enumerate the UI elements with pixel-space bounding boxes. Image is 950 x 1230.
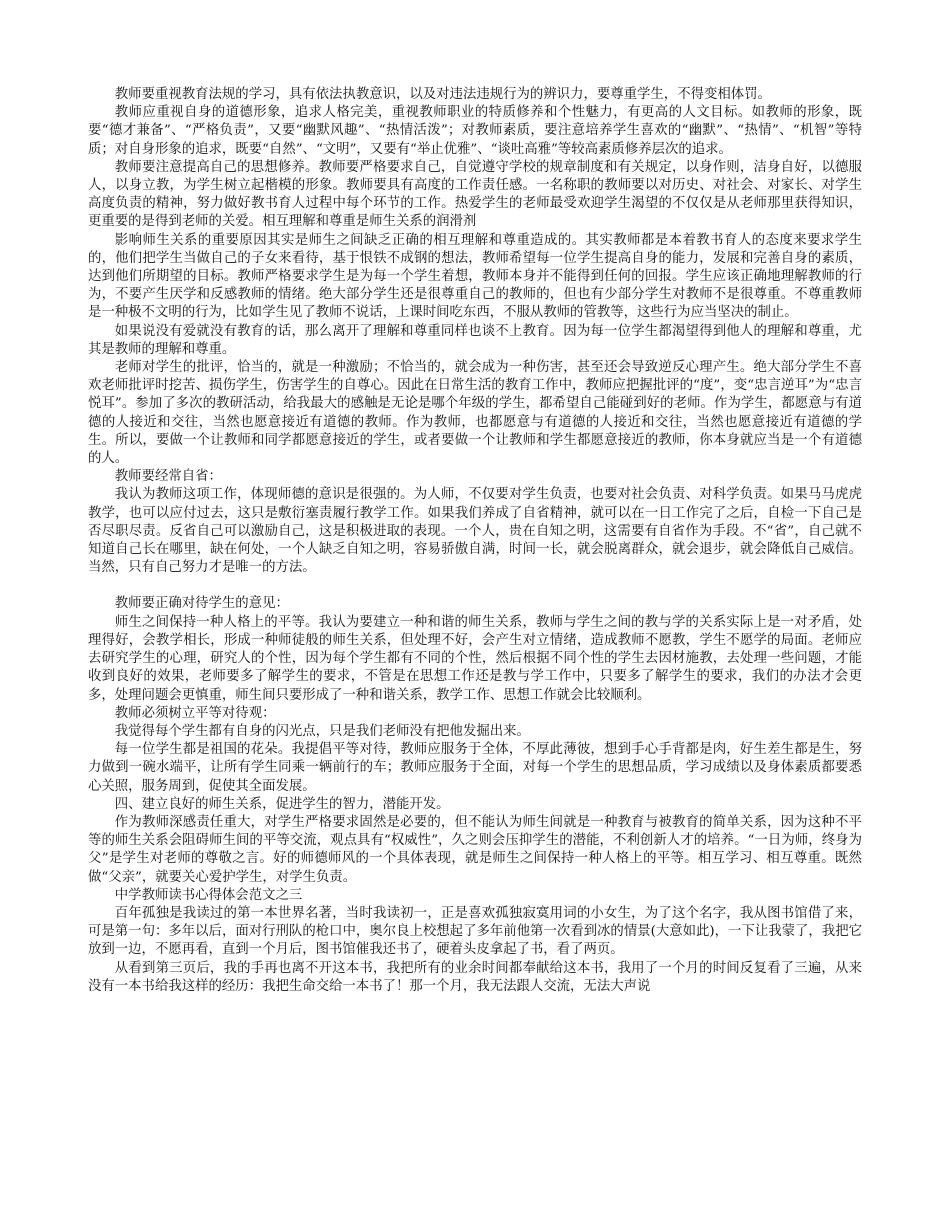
paragraph: 影响师生关系的重要原因其实是师生之间缺乏正确的相互理解和尊重造成的。其实教师都是本着教书育人的态度来要求学生的，他们把学生当做自己的子女来看待，基于恨铁不成钢的想法，教师希望每一位学生提高自身的能力，发展和完善自身的素质，达到他们所期望的目标。教师严格要求学生是为每一个学生着想，教师本身并不能得到任何的回报。学生应该正确地理解教师的行为，不要产生厌学和反感教师的情绪。绝大部分学生还是很尊重自己的教师的，但也有少部分学生对教师不是很尊重。不尊重教师是一种极不文明的行为，比如学生见了教师不说话，上课时间吃东西，不服从教师的管教等，这些行为应当坚决的制止。 [88, 232, 862, 321]
section-heading: 教师要正确对待学生的意见： [114, 596, 289, 612]
paragraph: 每一位学生都是祖国的花朵。我提倡平等对待，教师应服务于全体，不厚此薄彼，想到手心手背都是肉，好生差生都是生，努力做到一碗水端平，让所有学生同乘一辆前行的车；教师应服务于全面，对每一个学生的思想品质，学习成绩以及身体素质都要悉心关照，服务周到，促使其全面发展。 [88, 742, 862, 794]
paragraph: 我觉得每个学生都有自身的闪光点，只是我们老师没有把他发掘出来。 [114, 723, 530, 739]
paragraph: 教师要注意提高自己的思想修养。教师要严格要求自己，自觉遵守学校的规章制度和有关规定，以身作则，洁身自好，以德服人，以身立教，为学生树立起楷模的形象。教师要具有高度的工作责任感。一名称职的教师要以对历史、对社会、对家长、对学生高度负责的精神，努力做好教书育人过程中每个环节的工作。热爱学生的老师最受欢迎学生渴望的不仅仅是从老师那里获得知识，更重要的是得到老师的关爱。相互理解和尊重是师生关系的润滑剂 [88, 159, 862, 230]
paragraph: 我认为教师这项工作，体现师德的意识是很强的。为人师，不仅要对学生负责，也要对社会负责、对科学负责。如果马马虎虎教学，也可以应付过去，这只是敷衍塞责履行教学工作。如果我们养成了自省精神，就可以在一日工作完了之后，自检一下自己是否尽职尽责。反省自己可以激励自己，这是积极进取的表现。一个人，贵在自知之明，这需要有自省作为手段。不“省”，自己就不知道自己长在哪里，缺在何处，一个人缺乏自知之明，容易骄傲自满，时间一长，就会脱离群众，就会退步，就会降低自己威信。当然，只有自己努力才是唯一的方法。 [88, 487, 862, 576]
section-heading: 教师必须树立平等对待观： [114, 705, 276, 721]
paragraph: 教师要重视教育法规的学习，具有依法执教意识，以及对违法违规行为的辨识力，要尊重学生，不得变相体罚。 [114, 87, 771, 102]
paragraph: 作为教师深感责任重大，对学生严格要求固然是必要的，但不能认为师生间就是一种教育与被教育的简单关系，因为这种不平等的师生关系会阻碍师生间的平等交流，观点具有“权威性”，久之则会压抑学生的潜能，不利创新人才的培养。“一日为师，终身为父”是学生对老师的尊敬之言。好的师德师风的一个具体表现，就是师生之间保持一种人格上的平等。相互学习、相互尊重。既然做“父亲”，就要关心爱护学生，对学生负责。 [88, 814, 862, 885]
paragraph: 如果说没有爱就没有教育的话，那么离开了理解和尊重同样也谈不上教育。因为每一位学生都渴望得到他人的理解和尊重，尤其是教师的理解和尊重。 [88, 323, 862, 357]
paragraph: 师生之间保持一种人格上的平等。我认为要建立一种和谐的师生关系，教师与学生之间的教与学的关系实际上是一对矛盾，处理得好，会教学相长，形成一种师徒般的师生关系，但处理不好，会产生对立情绪，造成教师不愿教，学生不愿学的局面。老师应去研究学生的心理，研究人的个性，因为每个学生都有不同的个性，然后根据不同个性的学生去因材施教，去处理一些问题，才能收到良好的效果，老师要多了解学生的要求，不管是在思想工作还是教与学工作中，只要多了解学生的要求，我们的办法才会更多，处理问题会更慎重，师生间只要形成了一种和谐关系，教学工作、思想工作就会比较顺利。 [88, 614, 862, 703]
paragraph: 教师应重视自身的道德形象，追求人格完美，重视教师职业的特质修养和个性魅力，有更高的人文目标。如教师的形象，既要“德才兼备”、“严格负责”，又要“幽默风趣”、“热情活泼”；对教师素质，要注意培养学生喜欢的“幽默”、“热情”、“机智”等特质；对自身形象的追求，既要“自然”、“文明”，又要有“举止优雅”、“谈吐高雅”等较高素质修养层次的追求。 [88, 105, 862, 157]
article-title: 中学教师读书心得体会范文之三 [114, 887, 303, 903]
section-heading: 四、建立良好的师生关系，促进学生的智力，潜能开发。 [114, 796, 450, 812]
paragraph: 百年孤独是我读过的第一本世界名著，当时我读初一，正是喜欢孤独寂寞用词的小女生，为了这个名字，我从图书馆借了来，可是第一句：多年以后，面对行刑队的枪口中，奥尔良上校想起了多年前他第一次看到冰的情景(大意如此)，一下让我蒙了，我把它放到一边，不愿再看，直到一个月后，图书馆催我还书了，硬着头皮拿起了书，看了两页。 [88, 905, 862, 958]
paragraph: 老师对学生的批评，恰当的，就是一种激励；不恰当的，就会成为一种伤害，甚至还会导致逆反心理产生。绝大部分学生不喜欢老师批评时挖苦、损伤学生，伤害学生的自尊心。因此在日常生活的教育工作中，教师应把握批评的“度”，变“忠言逆耳”为“忠言悦耳”。参加了多次的教研活动，给我最大的感触是无论是哪个年级的学生，都希望自己能碰到好的老师。作为学生，都愿意与有道德的人接近和交往，当然也愿意接近有道德的教师。作为教师，也都愿意与有道德的人接近和交往，当然也愿意接近有道德的学生。所以，要做一个让教师和同学都愿意接近的学生，或者要做一个让教师和学生都愿意接近的教师，你本身就应当是一个有道德的人。 [88, 360, 862, 467]
section-heading: 教师要经常自省： [114, 469, 222, 485]
paragraph: 从看到第三页后，我的手再也离不开这本书，我把所有的业余时间都奉献给这本书，我用了一个月的时间反复看了三遍，从来没有一本书给我这样的经历：我把生命交给一本书了！那一个月，我无法跟人交流，无法大声说 [88, 960, 862, 994]
